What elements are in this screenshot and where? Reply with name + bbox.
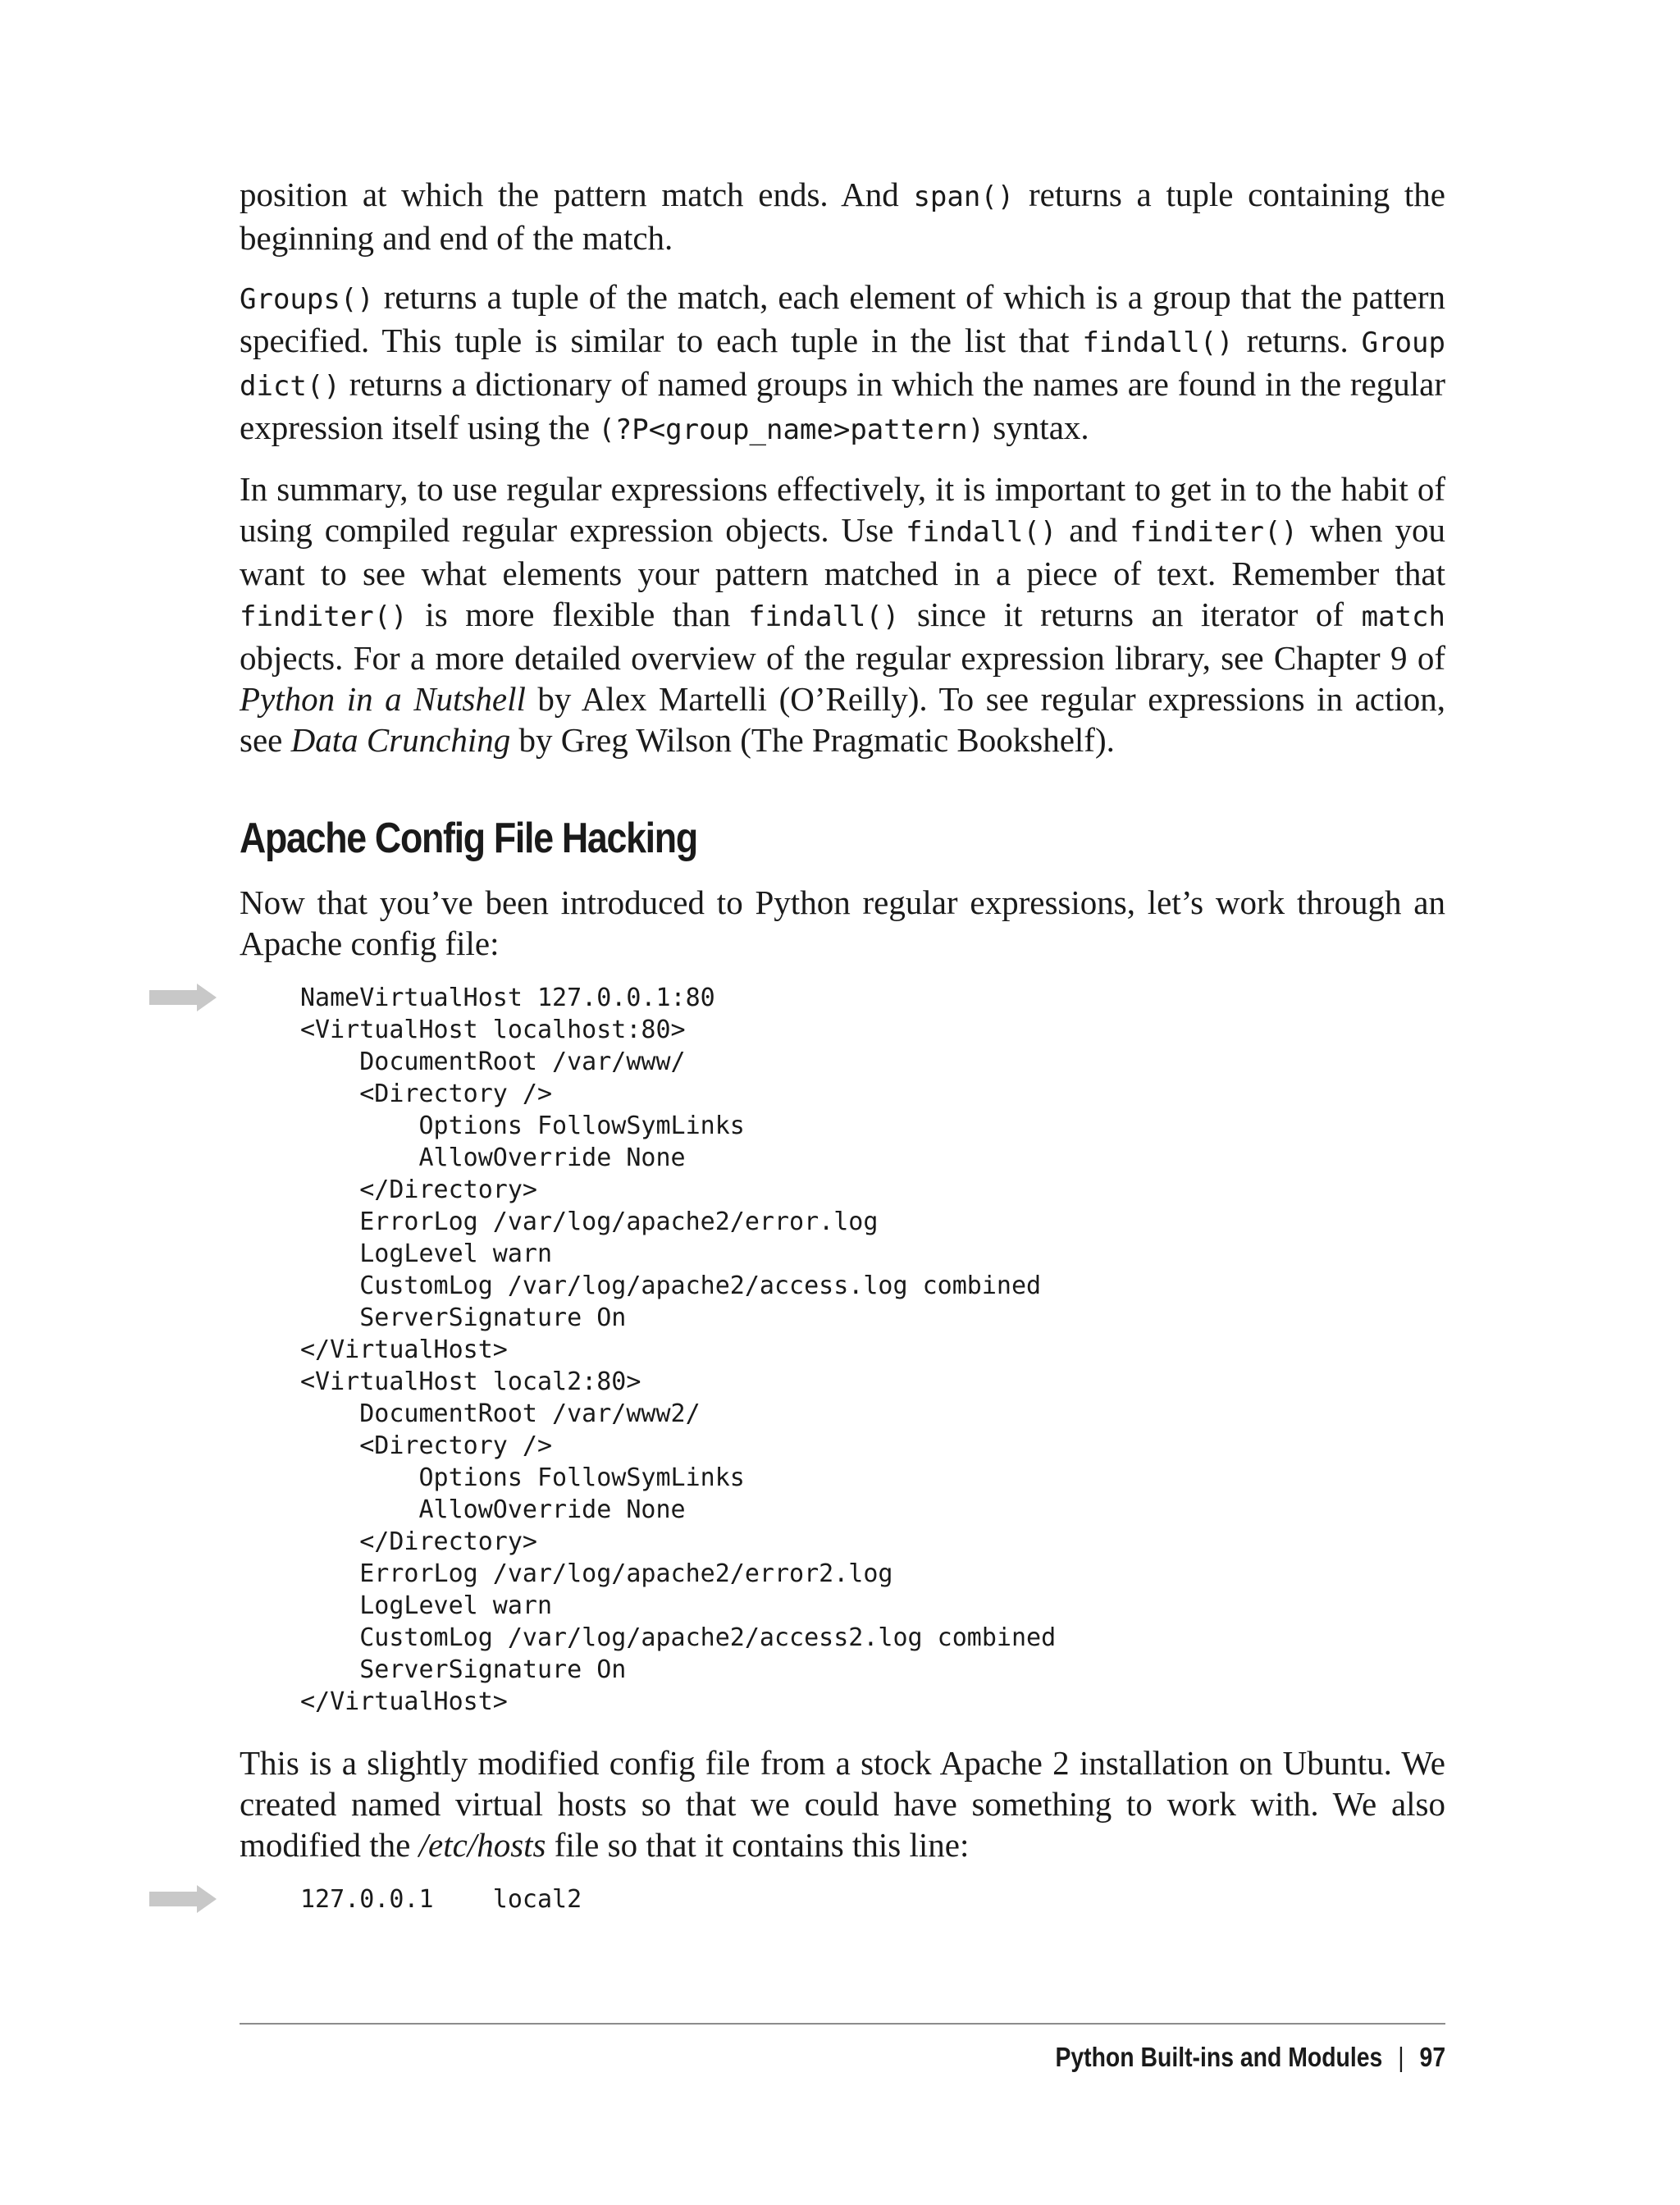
book-title: Data Crunching <box>290 721 511 759</box>
text-segment: returns a tuple containing the beginning and end of the match. <box>240 176 1445 257</box>
text-segment: objects. For a more detailed overview of the regular expression library, see Chapter 9 of <box>240 639 1445 677</box>
footer-content <box>1055 2039 1445 2075</box>
inline-code: Groups() <box>240 283 374 316</box>
code-example-apache-config <box>240 982 1445 1718</box>
paragraph-summary <box>240 468 1445 760</box>
text-segment: when you want to see what elements your pattern matched in a piece of text. Remember that <box>240 511 1445 592</box>
page-number: 97 <box>1419 2042 1445 2072</box>
section-heading: Apache Config File Hacking <box>240 815 697 862</box>
inline-code: span() <box>913 180 1015 213</box>
inline-code: findall() <box>748 600 900 633</box>
arrow-right-icon <box>149 984 217 1011</box>
text-segment: Now that you’ve been introduced to Python regular expressions, let’s work through an Apache config file: <box>240 883 1445 962</box>
code-example-hosts-line <box>240 1883 1445 1915</box>
text-segment: returns. <box>1233 322 1362 359</box>
inline-code: finditer() <box>1130 516 1298 549</box>
paragraph-match-span <box>240 174 1445 258</box>
footer-rule <box>240 2023 1445 2025</box>
page-footer <box>240 2023 1445 2075</box>
text-segment: In summary, to use regular expressions effectively, it is important to get in to the habit of using compiled regular expression objects. Use <box>240 470 1445 549</box>
code-block: NameVirtualHost 127.0.0.1:80 <VirtualHost localhost:80> DocumentRoot /var/www/ <Directory /> Options FollowSymLinks AllowOverride None </Directory> ErrorLog /var/log/apache2/error.log LogLevel warn CustomLog /var/log/apache2/access.log combined ServerSignature On </VirtualHost> <VirtualHost local2:80> DocumentRoot /var/www2/ <Directory /> Options FollowSymLinks AllowOverride None </Directory> ErrorLog /var/log/apache2/error2.log LogLevel warn CustomLog /var/log/apache2/access2.log combined ServerSignature On </VirtualHost> <box>300 984 1057 1716</box>
text-segment: since it returns an iterator of <box>899 596 1362 633</box>
inline-code: (?P<group_name>pattern) <box>598 413 985 446</box>
text-segment: This is a slightly modified config file from a stock Apache 2 installation on Ubuntu. We created named virtual hosts so that we could have something to work with. We also modified the <box>240 1744 1445 1864</box>
paragraph-config-explained <box>240 1742 1445 1865</box>
text-segment: by Alex Martelli (O’Reilly). To see regular expressions in action, see <box>240 680 1445 759</box>
page-content <box>240 174 1445 1940</box>
arrow-right-icon <box>149 1885 217 1913</box>
paragraph-groups <box>240 276 1445 450</box>
code-block: 127.0.0.1 local2 <box>300 1885 582 1914</box>
running-section-title: Python Built-ins and Modules <box>1055 2042 1383 2072</box>
text-segment: is more flexible than <box>407 596 749 633</box>
inline-code: Group dict() <box>240 326 1445 403</box>
text-segment: syntax. <box>984 409 1089 446</box>
text-segment: returns a dictionary of named groups in which the names are found in the regular expression itself using the <box>240 365 1445 446</box>
footer-line <box>240 2039 1445 2075</box>
footer-separator: | <box>1398 2042 1404 2072</box>
book-title: Python in a Nutshell <box>240 680 526 718</box>
text-segment: and <box>1057 511 1130 549</box>
text-segment: file so that it contains this line: <box>546 1826 970 1864</box>
file-path: /etc/hosts <box>418 1826 546 1864</box>
inline-code: findall() <box>906 516 1057 549</box>
inline-code: findall() <box>1082 326 1234 359</box>
text-segment: returns a tuple of the match, each element of which is a group that the pattern specified. This tuple is similar to each tuple in the list that <box>240 278 1445 359</box>
text-segment: by Greg Wilson (The Pragmatic Bookshelf). <box>510 721 1115 759</box>
inline-code: match <box>1361 600 1445 633</box>
text-segment: position at which the pattern match ends. And <box>240 176 914 213</box>
paragraph-intro-config <box>240 882 1445 964</box>
inline-code: finditer() <box>240 600 408 633</box>
